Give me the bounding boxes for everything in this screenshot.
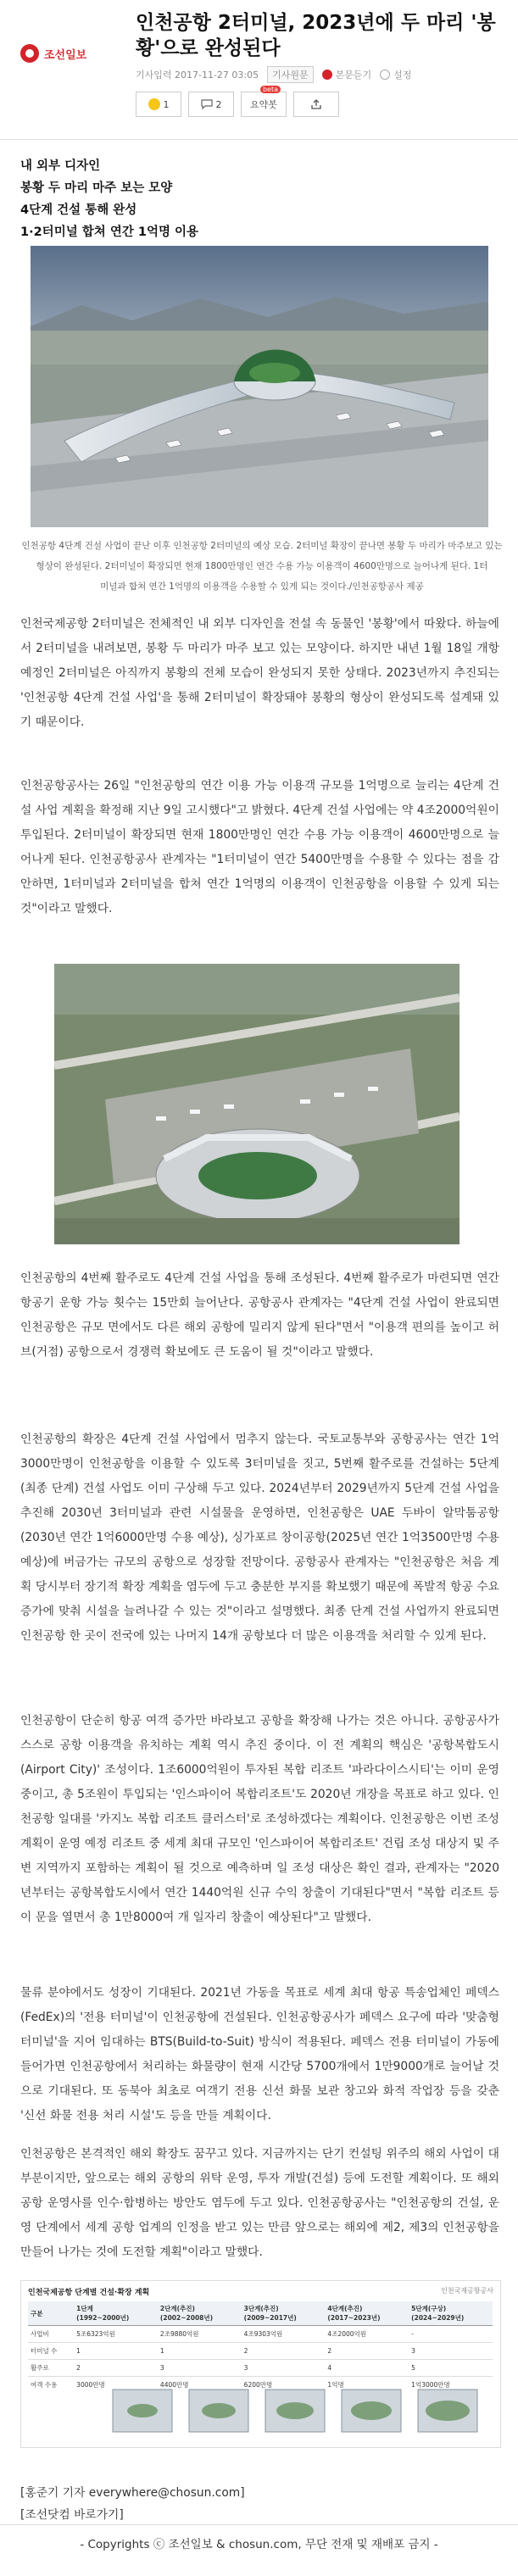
terminal-thumbnails [28, 2383, 493, 2440]
table-cell: 2 [242, 2343, 326, 2360]
publisher-logo[interactable] [20, 44, 86, 63]
table-cell: 2 [325, 2343, 409, 2360]
article-header [0, 0, 518, 119]
table-cell: 5조6323억원 [74, 2326, 158, 2343]
table-cell: 여객 수용 [31, 2381, 58, 2389]
article-paragraph: 물류 분야에서도 성장이 기대된다. 2021년 가동을 목표로 세계 최대 항공 특송업체인 페덱스(FedEx)의 '전용 터미널'이 인천공항에 건설된다. 인천공항공사가 페덱스 요구에 따라 '맞춤형 터미널'을 지어 임대하는 BTS(Build-to-Suit) 방식이 적용된다. 페덱스 전용 터미널이 가동에 들어가면 인천공항에서 처리하는 화물량이 현재 시간당 5700개에서 1만9000개로 늘어날 것으로 기대된다. 또 동북아 최초로 여객기 전용 신선 화물 보관 창고와 화적 작업장 등을 갖춘 '신선 화물 전용 처리 시설'도 등을 만들 계획이다. [20, 1986, 499, 2123]
subhead: 내 외부 디자인 [20, 159, 101, 173]
table-row [28, 2343, 493, 2360]
table-cell: 3 [158, 2360, 242, 2377]
table-cell: 1 [74, 2343, 158, 2360]
image-caption [20, 536, 504, 597]
table-cell: 사업비 [28, 2326, 74, 2343]
article-subheads [20, 155, 495, 243]
header-divider [0, 139, 518, 140]
table-cell: 2 [74, 2360, 158, 2377]
chosun-logo-icon [20, 44, 39, 63]
summary-bot-button[interactable] [241, 86, 287, 117]
original-article-link[interactable]: 기사원문 [267, 66, 314, 83]
expansion-plan-table-image [20, 2280, 501, 2448]
table-source: 인천국제공항공사 [441, 2287, 493, 2295]
table-cell: 4 [325, 2360, 409, 2377]
comment-count: 2 [215, 98, 222, 110]
table-cell: 5 [409, 2360, 493, 2377]
article-paragraph: 인천공항의 4번째 활주로도 4단계 건설 사업을 통해 조성된다. 4번째 활주로가 마련되면 연간 항공기 운항 가능 횟수는 15만회 늘어난다. 공항공사 관계자는 "4단계 건설 사업이 완료되면 인천공항은 규모 면에서도 다른 해외 공항에 밀리지 않게 된다"면서 "이용객 편의를 높이고 허브(거점) 공항으로서 경쟁력 확보에도 큰 도움이 될 것"이라고 말했다. [20, 1271, 499, 1359]
table-header: 4단계(추진) (2017~2023년) [325, 2301, 409, 2326]
share-button[interactable] [293, 92, 339, 117]
share-icon [310, 98, 322, 110]
table-header: 5단계(구상) (2024~2029년) [409, 2301, 493, 2326]
listen-toggle[interactable] [322, 68, 372, 81]
settings-label: 설정 [393, 70, 412, 81]
article-paragraph: 인천공항의 확장은 4단계 건설 사업에서 멈추지 않는다. 국토교통부와 공항공사는 연간 1억3000만명이 인천공항을 이용할 수 있도록 3터미널을 짓고, 5번째 활주로를 건설하는 5단계(최종 단계) 건설 사업도 이미 구상해 두고 있다. 2024년부터 2029년까지 5단계 건설 사업을 추진해 2030년 3터미널과 관련 시설물을 운영하면, 인천공항은 UAE 두바이 알막툼공항(2030년 연간 1억6000만명 수용 예상), 싱가포르 창이공항(2025년 연간 1억3500만명 수용 예상)에 버금가는 규모의 공항으로 성장할 전망이다. 공항공사 관계자는 "인천공항은 처음 계획 당시부터 장기적 확장 계획을 염두에 두고 충분한 부지를 확보했기 때문에 폭발적 항공 수요 증가에 맞춰 시설을 늘려나갈 수 있는 것"이라고 설명했다. 최종 단계 건설 사업까지 완료되면 인천공항 한 곳이 전국에 있는 나머지 14개 공항보다 더 많은 이용객을 처리할 수 있게 된다. [20, 1433, 499, 1643]
table-cell: 1억명 [327, 2381, 344, 2389]
article-date: 기사입력 2017-11-27 03:05 [136, 70, 259, 81]
table-row [28, 2326, 493, 2343]
table-header: 2단계(추진) (2002~2008년) [158, 2301, 242, 2326]
table-cell: 4조2000억원 [325, 2326, 409, 2343]
table-cell: - [409, 2326, 493, 2343]
article-meta [136, 66, 411, 83]
caption-line: 미널과 합쳐 연간 1억명의 이용객을 수용할 수 있게 되는 것이다./인천공항공사 제공 [100, 581, 424, 592]
table-cell: 활주로 [28, 2360, 74, 2377]
subhead: 1·2터미널 합쳐 연간 1억명 이용 [20, 225, 199, 239]
reaction-button[interactable] [136, 92, 181, 117]
copyright-notice: - Copyrights ⓒ 조선일보 & chosun.com, 무단 전재 및 재배포 금지 - [80, 2538, 438, 2551]
table-cell: 2조9880억원 [158, 2326, 242, 2343]
listen-label: 본문듣기 [335, 70, 372, 81]
chosun-shortcut-link[interactable]: [조선닷컴 바로가기] [20, 2508, 124, 2522]
table-cell: 4400만명 [159, 2381, 189, 2389]
summary-bot-label: 요약봇 [250, 99, 277, 110]
footer-divider [0, 2524, 518, 2525]
article-actions [136, 86, 339, 117]
settings-icon [380, 70, 390, 80]
table-cell: 6200만명 [243, 2381, 273, 2389]
table-cell: 3 [242, 2360, 326, 2377]
article-paragraph: 인천공항은 본격적인 해외 확장도 꿈꾸고 있다. 지금까지는 단기 컨설팅 위주의 해외 사업이 대부분이지만, 앞으로는 해외 공항의 위탁 운영, 투자 개발(건설) 등에 도전할 계획이다. 또 해외 공항 운영사를 인수·합병하는 방안도 염두에 두고 있다. 인천공항공사는 "인천공항의 건설, 운영 단계에서 세계 공항 업계의 인정을 받고 있는 만큼 앞으로는 해외에 제2, 제3의 인천공항을 만들어 나가는 것에 도전할 계획"이라고 말했다. [20, 2147, 499, 2259]
table-row [28, 2360, 493, 2377]
beta-badge: beta [260, 86, 281, 93]
terminal-rendering-image [31, 246, 488, 527]
table-header: 3단계(추진) (2009~2017년) [242, 2301, 326, 2326]
table-title: 인천국제공항 단계별 건설·확장 계획 [28, 2289, 150, 2297]
article-paragraph: 인천공항공사는 26일 "인천공항의 연간 이용 가능 이용객 규모를 1억명으로 늘리는 4단계 건설 사업 계획을 확정해 지난 9일 고시했다"고 밝혔다. 4단계 건설 사업에는 약 4조2000억원이 투입된다. 2터미널이 확장되면 현재 1800만명인 연간 수용 가능 이용객이 4600만명으로 늘어나게 된다. 인천공항공사 관계자는 "1터미널이 연간 5400만명을 수용할 수 있다는 점을 감안하면, 1터미널과 2터미널을 합쳐 연간 1억명의 이용객이 인천공항을 이용할 수 있게 되는 것"이라고 말했다. [20, 779, 499, 915]
plan-table [28, 2301, 493, 2393]
table-cell: 4조9303억원 [242, 2326, 326, 2343]
subhead: 4단계 건설 통해 완성 [20, 203, 137, 217]
article-paragraph: 인천국제공항 2터미널은 전체적인 내 외부 디자인을 전설 속 동물인 '봉황'에서 따왔다. 하늘에서 2터미널을 내려보면, 봉황 두 마리가 마주 보고 있는 모양이다. 하지만 내년 1월 18일 개항 예정인 2터미널은 아직까지 봉황의 전체 모습이 완성되지 못한 상태다. 2023년까지 추진되는 '인천공항 4단계 건설 사업'을 통해 2터미널이 확장돼야 봉황의 형상이 완성되도록 설계돼 있기 때문이다. [20, 617, 499, 729]
table-cell: 1 [158, 2343, 242, 2360]
table-cell: 3 [409, 2343, 493, 2360]
settings-toggle[interactable] [380, 68, 411, 81]
emoji-icon [148, 98, 160, 110]
comment-button[interactable] [188, 92, 234, 117]
reporter-byline[interactable]: [홍준기 기자 everywhere@chosun.com] [20, 2486, 245, 2500]
article-paragraph: 인천공항이 단순히 항공 여객 증가만 바라보고 공항을 확장해 나가는 것은 아니다. 공항공사가 스스로 공항 이용객을 유치하는 계획 역시 추진 중이다. 이 전 계획의 핵심은 '공항복합도시(Airport City)' 조성이다. 1조6000억원이 투자된 복합 리조트 '파라다이스시티'는 이미 운영 중이고, 총 5조원이 투입되는 '인스파이어 복합리조트'도 2020년 개장을 목표로 하고 있다. 인천공항 일대를 '카지노 복합 리조트 클러스터'로 조성하겠다는 계획이다. 인천공항은 이번 조성 계획이 운영 예정 리조트 중 세계 최대 규모인 '인스파이어 복합리조트' 건립 조성 대상지 및 주변 지역까지 포함하는 계획이 될 것으로 예측하며 일 조성 대상은 확인 결과, 관계자는 "2020년부터는 공항복합도시에서 연간 1440억원 신규 수익 창출이 기대된다"면서 "복합 리조트 등이 문을 열면서 총 1만8000여 개 일자리 창출이 예상된다"고 말했다. [20, 1714, 499, 1924]
airport-aerial-photo [54, 964, 460, 1244]
table-header: 구분 [28, 2301, 74, 2326]
comment-icon [201, 99, 213, 109]
publisher-name: 조선일보 [44, 48, 87, 62]
reaction-count: 1 [163, 98, 170, 110]
article-bylines [20, 2482, 245, 2526]
speaker-icon [322, 70, 332, 80]
table-cell: 터미널 수 [28, 2343, 74, 2360]
article-title: 인천공항 2터미널, 2023년에 두 마리 '봉황'으로 완성된다 [136, 12, 496, 59]
caption-line: 인천공항 4단계 건설 사업이 끝난 이후 인천공항 2터미널의 예상 모습. 2터미널 확장이 끝나면 봉황 두 마리가 마주보고 있는 형상이 완성된다. 2터미널이 확장되면 현재 1800만명인 연간 수용 가능 이용객이 4600만명으로 늘어나게 된다. 1터 [21, 541, 503, 571]
subhead: 봉황 두 마리 마주 보는 모양 [20, 181, 173, 195]
table-cell: 1억3000만명 [411, 2381, 450, 2389]
table-cell: 3000만명 [76, 2381, 105, 2389]
table-header: 1단계 (1992~2000년) [74, 2301, 158, 2326]
